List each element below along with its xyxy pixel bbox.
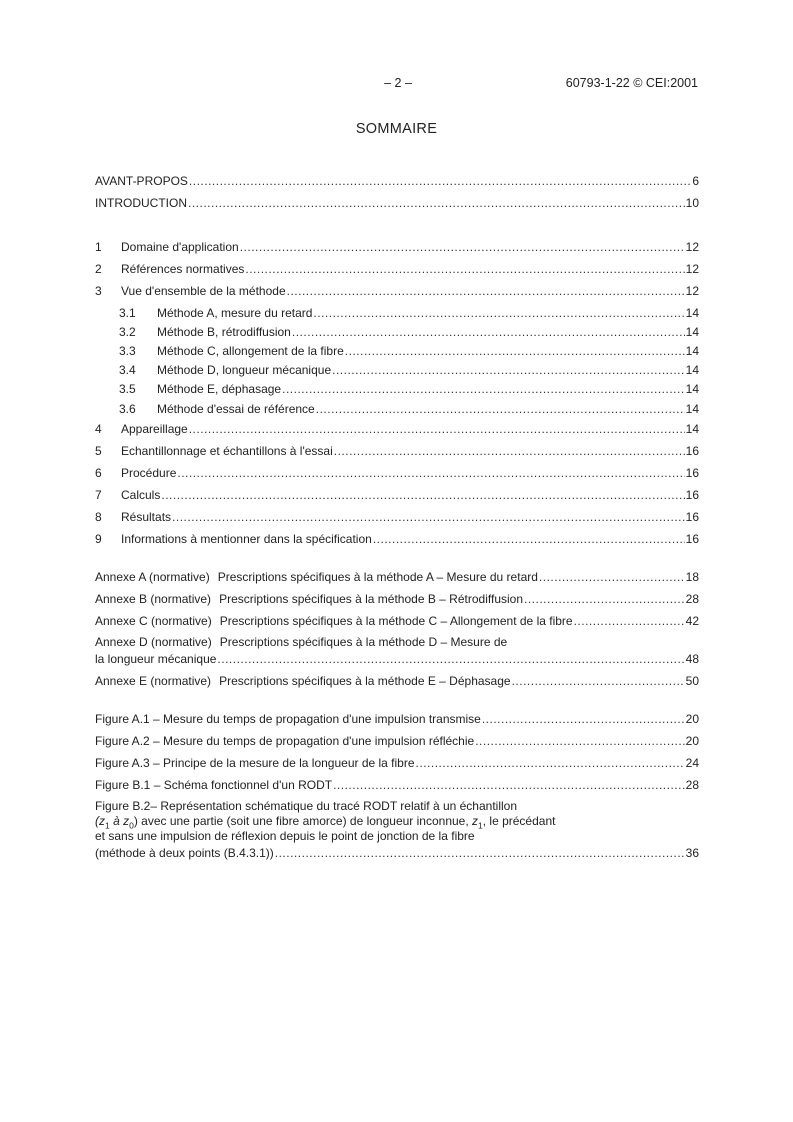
- toc-entry-page: 16: [685, 488, 699, 502]
- toc-entry-label: Méthode C, allongement de la fibre: [157, 344, 344, 358]
- toc-entry-number: 9: [95, 532, 102, 546]
- toc-entry-page: 20: [685, 734, 699, 748]
- toc-entry-section-6[interactable]: [95, 465, 699, 481]
- toc-entry-annex-d[interactable]: [95, 651, 699, 667]
- toc-entry-label: Figure A.1 – Mesure du temps de propagation d'une impulsion transmise: [95, 712, 481, 726]
- toc-entry-annex-c[interactable]: [95, 613, 699, 629]
- toc-entry-label: Prescriptions spécifiques à la méthode D – Mesure de: [219, 635, 508, 649]
- leader-dots: [334, 443, 685, 459]
- toc-entry-figure-b2-line3[interactable]: et sans une impulsion de réflexion depuis le point de jonction de la fibre: [95, 829, 475, 843]
- toc-entry-page: 12: [685, 284, 699, 298]
- toc-entry-figure-b2-line2[interactable]: [95, 814, 555, 830]
- toc-entry-label: Domaine d'application: [121, 240, 239, 254]
- toc-entry-number: 3.6: [119, 402, 136, 416]
- toc-entry-label: Figure A.2 – Mesure du temps de propagation d'une impulsion réfléchie: [95, 734, 475, 748]
- annex-prefix: Annexe B (normative): [95, 592, 212, 606]
- leader-dots: [292, 324, 685, 340]
- toc-entry-figure-b2[interactable]: [95, 845, 699, 861]
- toc-entry-section-5[interactable]: [95, 443, 699, 459]
- leader-dots: [574, 613, 685, 629]
- annex-prefix: Annexe E (normative): [95, 674, 212, 688]
- toc-entry-label: AVANT-PROPOS: [95, 174, 188, 188]
- toc-entry-page: 16: [685, 532, 699, 546]
- leader-dots: [282, 381, 685, 397]
- leader-dots: [333, 777, 685, 793]
- subscript: 1: [478, 820, 483, 831]
- toc-entry-page: 24: [685, 756, 699, 770]
- toc-entry-number: 3: [95, 284, 102, 298]
- toc-entry-page: 36: [685, 846, 699, 860]
- toc-entry-label: Méthode A, mesure du retard: [157, 306, 313, 320]
- toc-entry-number: 2: [95, 262, 102, 276]
- toc-entry-page: 14: [685, 306, 699, 320]
- toc-entry-annex-e[interactable]: [95, 673, 699, 689]
- toc-entry-page: 28: [685, 778, 699, 792]
- toc-entry-figure-a2[interactable]: [95, 733, 699, 749]
- leader-dots: [161, 487, 684, 503]
- leader-dots: [373, 531, 685, 547]
- toc-entry-section-3-6[interactable]: [119, 401, 699, 417]
- toc-entry-label: Procédure: [121, 466, 177, 480]
- toc-entry-number: 7: [95, 488, 102, 502]
- toc-entry-section-3-4[interactable]: [119, 362, 699, 378]
- leader-dots: [316, 401, 685, 417]
- toc-entry-label: Prescriptions spécifiques à la méthode A – Mesure du retard: [217, 570, 538, 584]
- toc-entry-number: 8: [95, 510, 102, 524]
- toc-entry-figure-b2-line1[interactable]: Figure B.2– Représentation schématique du tracé RODT relatif à un échantillon: [95, 799, 518, 813]
- toc-entry-label: Calculs: [121, 488, 161, 502]
- annex-prefix: Annexe D (normative): [95, 635, 212, 649]
- leader-dots: [189, 421, 685, 437]
- toc-entry-section-3[interactable]: [95, 283, 699, 299]
- leader-dots: [475, 733, 684, 749]
- leader-dots: [512, 673, 685, 689]
- toc-entry-label: la longueur mécanique: [95, 652, 217, 666]
- leader-dots: [332, 362, 685, 378]
- toc-entry-figure-a3[interactable]: [95, 755, 699, 771]
- toc-entry-label: Figure A.3 – Principe de la mesure de la longueur de la fibre: [95, 756, 415, 770]
- toc-entry-label: Prescriptions spécifiques à la méthode E – Déphasage: [219, 674, 511, 688]
- toc-entry-annex-b[interactable]: [95, 591, 699, 607]
- leader-dots: [416, 755, 685, 771]
- toc-entry-label: Méthode d'essai de référence: [157, 402, 315, 416]
- toc-entry-label: Appareillage: [121, 422, 188, 436]
- toc-entry-section-3-1[interactable]: [119, 305, 699, 321]
- toc-entry-number: 4: [95, 422, 102, 436]
- toc-entry-page: 14: [685, 363, 699, 377]
- fig-text: (z: [95, 814, 105, 828]
- toc-entry-page: 14: [685, 422, 699, 436]
- toc-entry-label: (méthode à deux points (B.4.3.1)): [95, 846, 274, 860]
- toc-entry-number: 3.3: [119, 344, 136, 358]
- toc-entry-number: 3.1: [119, 306, 136, 320]
- toc-entry-section-8[interactable]: [95, 509, 699, 525]
- leader-dots: [177, 465, 684, 481]
- leader-dots: [217, 651, 684, 667]
- toc-entry-page: 16: [685, 466, 699, 480]
- toc-entry-annex-a[interactable]: [95, 569, 699, 585]
- fig-text: à z: [109, 814, 130, 828]
- toc-entry-label: Informations à mentionner dans la spécification: [121, 532, 372, 546]
- leader-dots: [245, 261, 684, 277]
- leader-dots: [240, 239, 685, 255]
- toc-entry-number: 3.4: [119, 363, 136, 377]
- leader-dots: [275, 845, 685, 861]
- toc-entry-page: 14: [685, 344, 699, 358]
- page-number: – 2 –: [384, 76, 412, 90]
- leader-dots: [539, 569, 685, 585]
- toc-entry-label: Vue d'ensemble de la méthode: [121, 284, 286, 298]
- toc-entry-page: 28: [685, 592, 699, 606]
- page-title: SOMMAIRE: [355, 121, 438, 137]
- toc-entry-annex-d-line1[interactable]: [95, 635, 507, 651]
- toc-entry-avant-propos[interactable]: [95, 173, 699, 189]
- toc-entry-section-3-2[interactable]: [119, 324, 699, 340]
- toc-entry-page: 16: [685, 510, 699, 524]
- toc-entry-page: 10: [685, 196, 699, 210]
- toc-entry-figure-a1[interactable]: [95, 711, 699, 727]
- toc-entry-section-9[interactable]: [95, 531, 699, 547]
- toc-entry-label: INTRODUCTION: [95, 196, 187, 210]
- toc-entry-label: Références normatives: [121, 262, 245, 276]
- toc-entry-label: Echantillonnage et échantillons à l'essai: [121, 444, 333, 458]
- leader-dots: [524, 591, 685, 607]
- toc-entry-label: Méthode E, déphasage: [157, 382, 282, 396]
- toc-entry-page: 18: [685, 570, 699, 584]
- toc-entry-page: 6: [692, 174, 699, 188]
- toc-entry-figure-b1[interactable]: [95, 777, 699, 793]
- annex-prefix: Annexe C (normative): [95, 614, 212, 628]
- toc-entry-label: Méthode D, longueur mécanique: [157, 363, 332, 377]
- toc-entry-label: Figure B.1 – Schéma fonctionnel d'un RODT: [95, 778, 333, 792]
- toc-entry-section-4[interactable]: [95, 421, 699, 437]
- toc-entry-number: 6: [95, 466, 102, 480]
- subscript: 1: [105, 820, 110, 831]
- toc-entry-section-1[interactable]: [95, 239, 699, 255]
- fig-text: , le précédant: [482, 814, 556, 828]
- fig-text: z: [472, 814, 479, 828]
- toc-entry-page: 14: [685, 382, 699, 396]
- annex-prefix: Annexe A (normative): [95, 570, 210, 584]
- toc-entry-section-7[interactable]: [95, 487, 699, 503]
- subscript: 0: [129, 820, 134, 831]
- toc-entry-page: 42: [685, 614, 699, 628]
- toc-entry-label: Prescriptions spécifiques à la méthode C – Allongement de la fibre: [219, 614, 573, 628]
- toc-entry-page: 14: [685, 402, 699, 416]
- leader-dots: [345, 343, 685, 359]
- leader-dots: [172, 509, 685, 525]
- toc-entry-section-3-3[interactable]: [119, 343, 699, 359]
- toc-entry-label: Résultats: [121, 510, 172, 524]
- leader-dots: [287, 283, 685, 299]
- leader-dots: [188, 195, 685, 211]
- leader-dots: [189, 173, 691, 189]
- toc-entry-number: 3.5: [119, 382, 136, 396]
- toc-entry-page: 16: [685, 444, 699, 458]
- toc-entry-page: 48: [685, 652, 699, 666]
- toc-entry-label: Prescriptions spécifiques à la méthode B – Rétrodiffusion: [219, 592, 524, 606]
- document-id: 60793-1-22 © CEI:2001: [565, 76, 698, 90]
- toc-entry-page: 20: [685, 712, 699, 726]
- toc-entry-number: 3.2: [119, 325, 136, 339]
- toc-entry-page: 12: [685, 262, 699, 276]
- leader-dots: [482, 711, 685, 727]
- fig-text: ) avec une partie (soit une fibre amorce) de longueur inconnue,: [133, 814, 473, 828]
- toc-entry-introduction[interactable]: [95, 195, 699, 211]
- toc-entry-page: 50: [685, 674, 699, 688]
- toc-entry-number: 1: [95, 240, 102, 254]
- toc-entry-page: 14: [685, 325, 699, 339]
- toc-entry-section-2[interactable]: [95, 261, 699, 277]
- toc-entry-number: 5: [95, 444, 102, 458]
- toc-entry-page: 12: [685, 240, 699, 254]
- toc-entry-section-3-5[interactable]: [119, 381, 699, 397]
- leader-dots: [313, 305, 684, 321]
- toc-entry-label: Méthode B, rétrodiffusion: [157, 325, 291, 339]
